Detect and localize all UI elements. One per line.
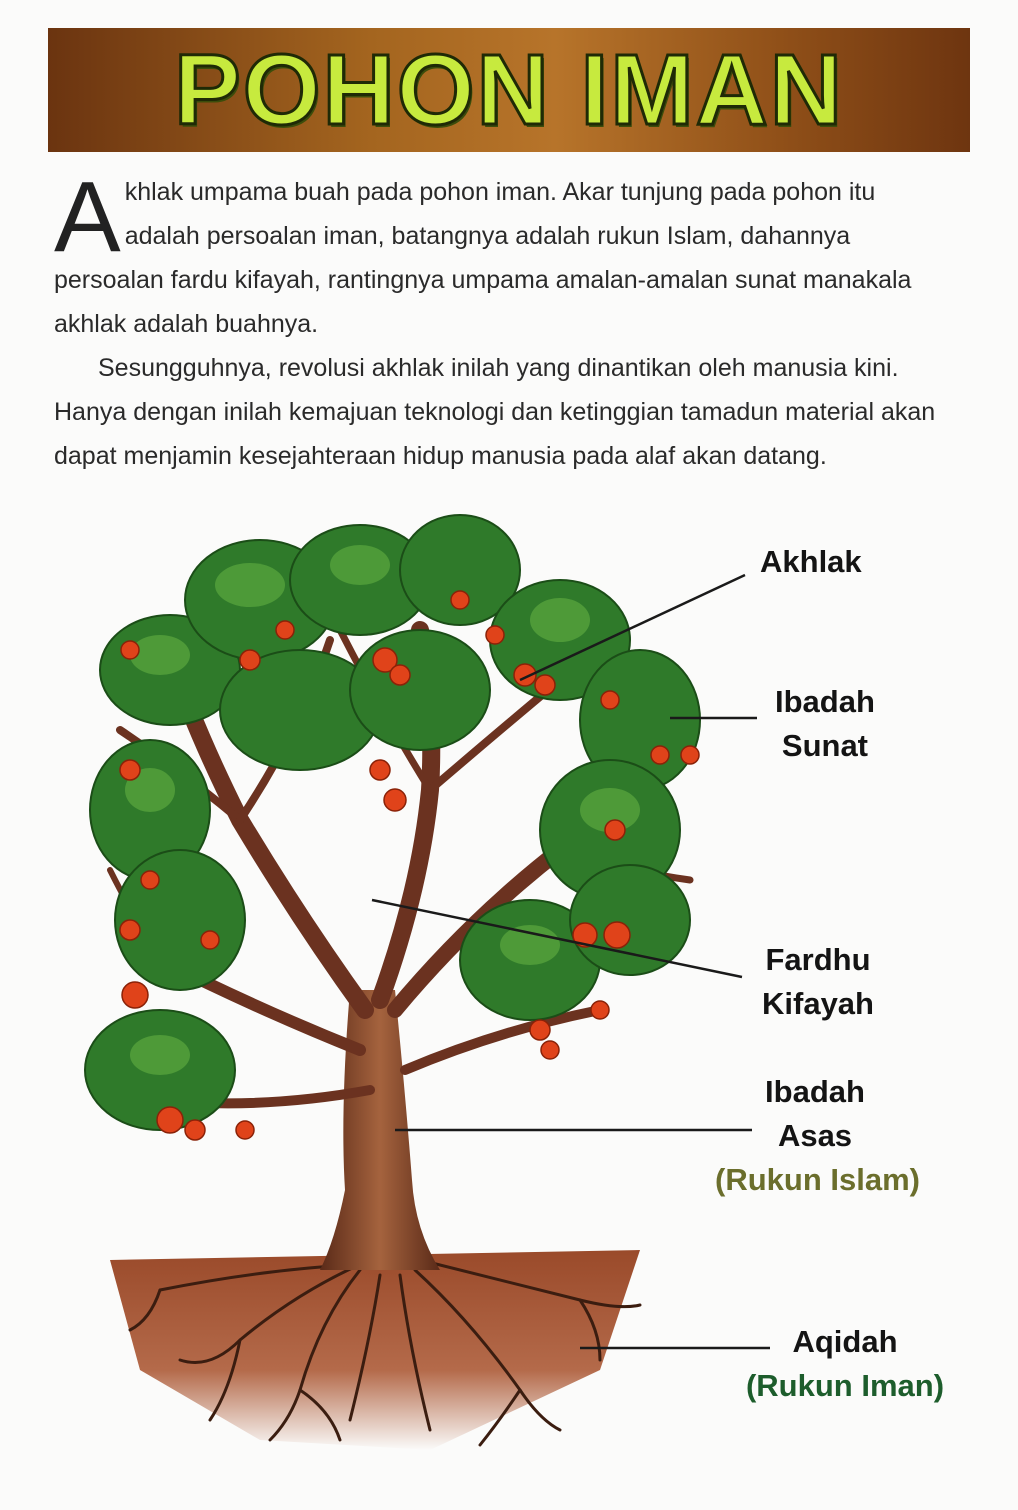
- title-banner: [48, 28, 970, 152]
- intro-paragraph-1: [54, 161, 954, 346]
- label-aqidah: Aqidah (Rukun Iman): [745, 1320, 945, 1408]
- label-fardhu-kifayah: Fardhu Kifayah: [762, 942, 874, 1021]
- drop-cap: A: [54, 161, 121, 273]
- label-ibadah-sunat: Ibadah Sunat: [775, 684, 875, 763]
- label-akhlak: Akhlak: [760, 544, 862, 579]
- tree-diagram: [0, 490, 1018, 1505]
- intro-paragraph-1-text: khlak umpama buah pada pohon iman. Akar tunjung pada pohon itu adalah persoalan iman, batangnya adalah rukun Islam, dahannya persoalan fardu kifayah, rantingnya umpama amalan-amalan sunat manakala akhlak adalah buahnya.: [54, 178, 912, 338]
- label-rukun-iman: (Rukun Iman): [745, 1368, 945, 1403]
- intro-paragraph-2: Sesungguhnya, revolusi akhlak inilah yang dinantikan oleh manusia kini. Hanya dengan inilah kemajuan teknologi dan ketinggian tamadun material akan dapat menjamin kesejahteraan hidup manusia pada alaf akan datang.: [54, 354, 936, 470]
- intro-text: [54, 161, 954, 478]
- soil: [110, 1250, 640, 1450]
- label-ibadah-asas: Ibadah Asas (Rukun Islam): [715, 1070, 915, 1202]
- label-rukun-islam: (Rukun Islam): [715, 1162, 920, 1197]
- page-title: POHON IMAN: [174, 34, 844, 146]
